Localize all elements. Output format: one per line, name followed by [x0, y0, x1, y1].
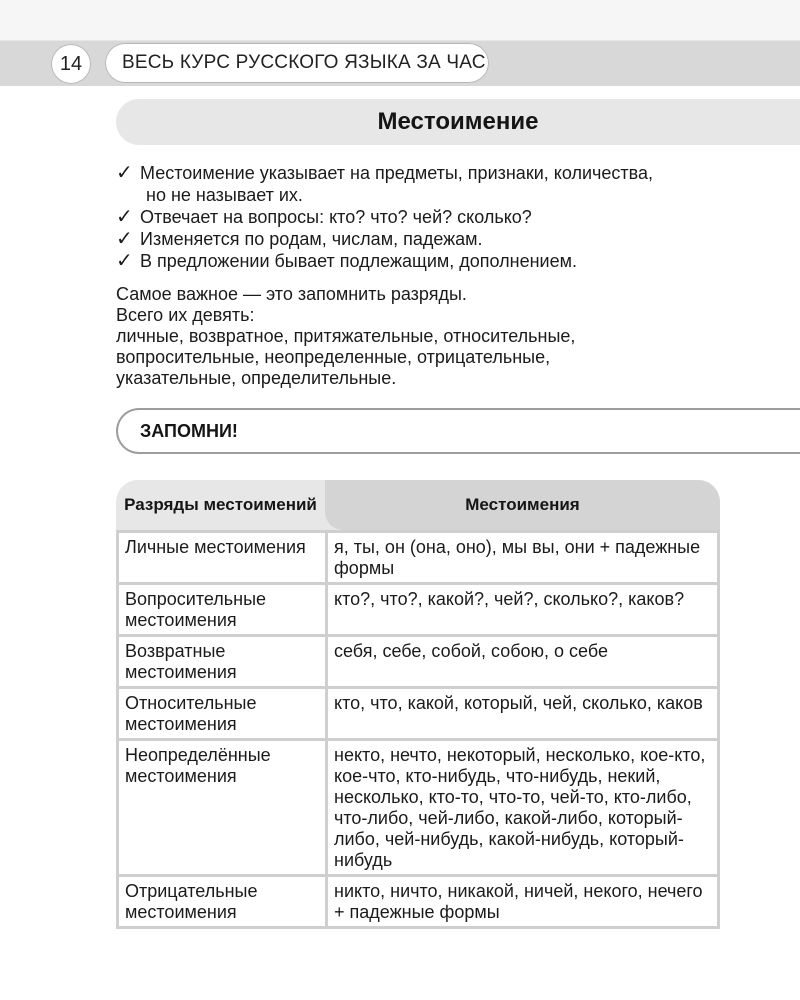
table-cell-category: Относительные местоимения — [118, 688, 327, 740]
intro-line: указательные, определительные. — [116, 368, 397, 388]
bullet-line: Изменяется по родам, числам, падежам. — [140, 229, 483, 249]
running-head: ВЕСЬ КУРС РУССКОГО ЯЗЫКА ЗА ЧАС — [105, 43, 489, 83]
checkmark-icon: ✓ — [116, 206, 133, 228]
feature-bullets — [116, 162, 756, 272]
intro-text — [116, 284, 756, 389]
pronoun-table — [116, 480, 720, 929]
intro-line: Всего их девять: — [116, 305, 255, 325]
table-cell-examples: некто, нечто, некоторый, несколько, кое-кто, кое-что, кто-нибудь, что-нибудь, некий, несколько, кто-то, что-то, чей-то, кто-либо, что-либо, чей-либо, какой-либо, который-либо, чей-нибудь, какой-нибудь, который-нибудь — [327, 740, 719, 876]
bullet-item — [116, 250, 756, 272]
table-cell-examples: никто, ничто, никакой, ничей, некого, нечего + падежные формы — [327, 876, 719, 928]
bullet-item — [116, 206, 756, 228]
checkmark-icon: ✓ — [116, 250, 133, 272]
bullet-line: Отвечает на вопросы: кто? что? чей? сколько? — [140, 207, 532, 227]
pronoun-table-body — [116, 530, 720, 929]
intro-line: вопросительные, неопределенные, отрицательные, — [116, 347, 551, 367]
bullet-item — [116, 162, 756, 206]
table-cell-category: Личные местоимения — [118, 532, 327, 584]
table-row — [118, 740, 719, 876]
table-cell-examples: себя, себе, собой, собою, о себе — [327, 636, 719, 688]
table-row — [118, 584, 719, 636]
table-header-category: Разряды местоимений — [124, 495, 317, 514]
table-row — [118, 876, 719, 928]
bullet-line: В предложении бывает подлежащим, дополнением. — [140, 251, 577, 271]
table-header-examples: Местоимения — [325, 480, 720, 530]
page-number: 14 — [51, 44, 91, 84]
table-cell-examples: кто, что, какой, который, чей, сколько, каков — [327, 688, 719, 740]
table-cell-category: Вопросительные местоимения — [118, 584, 327, 636]
table-cell-examples: кто?, что?, какой?, чей?, сколько?, каков? — [327, 584, 719, 636]
table-row — [118, 532, 719, 584]
bullet-line: Местоимение указывает на предметы, признаки, количества, — [140, 163, 654, 183]
table-row — [118, 636, 719, 688]
table-cell-category: Неопределённые местоимения — [118, 740, 327, 876]
checkmark-icon: ✓ — [116, 228, 133, 250]
table-row — [118, 688, 719, 740]
table-header — [116, 480, 720, 530]
table-cell-category: Возвратные местоимения — [118, 636, 327, 688]
table-cell-examples: я, ты, он (она, оно), мы вы, они + падежные формы — [327, 532, 719, 584]
bullet-line-continuation: но не называет их. — [146, 185, 303, 205]
intro-line: личные, возвратное, притяжательные, относительные, — [116, 326, 576, 346]
intro-line: Самое важное — это запомнить разряды. — [116, 284, 467, 304]
bullet-item — [116, 228, 756, 250]
section-title: Местоимение — [116, 99, 800, 145]
remember-callout: ЗАПОМНИ! — [116, 408, 800, 454]
checkmark-icon: ✓ — [116, 162, 133, 184]
table-cell-category: Отрицательные местоимения — [118, 876, 327, 928]
